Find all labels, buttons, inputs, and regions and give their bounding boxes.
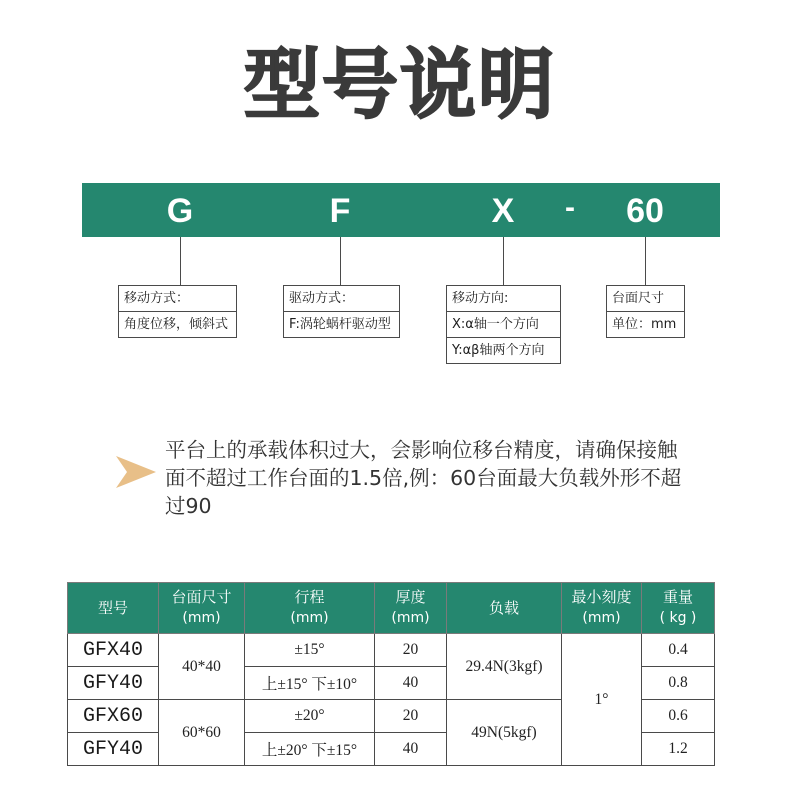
- load-note: [165, 436, 681, 520]
- cell-stroke: ±15°: [245, 634, 375, 667]
- header-min-scale: 最小刻度 (mm): [562, 583, 642, 634]
- cell-min-scale: 1°: [562, 634, 642, 766]
- cell-stroke: 上±20° 下±15°: [245, 733, 375, 766]
- code-segment-drive: F: [329, 192, 351, 230]
- callout-value: X:α轴一个方向: [447, 311, 560, 337]
- note-line: 面不超过工作台面的1.5倍,例：60台面最大负载外形不超: [165, 466, 682, 490]
- note-line: 平台上的承载体积过大，会影响位移台精度，请确保接触: [165, 438, 678, 462]
- cell-table-size: 40*40: [159, 634, 245, 700]
- note-line: 过90: [165, 494, 212, 518]
- cell-weight: 0.4: [642, 634, 715, 667]
- callout-heading: 台面尺寸: [612, 291, 665, 306]
- code-segment-motion: G: [166, 192, 194, 230]
- callout-table-size: [606, 285, 685, 338]
- cell-load: 49N(5kgf): [447, 700, 562, 766]
- callout-heading: 移动方向:: [452, 291, 509, 306]
- cell-table-size: 60*60: [159, 700, 245, 766]
- header-load: 负载: [447, 583, 562, 634]
- header-table-size: 台面尺寸 (mm): [159, 583, 245, 634]
- callout-value: F:涡轮蜗杆驱动型: [284, 311, 399, 337]
- cell-model: GFY40: [68, 667, 159, 700]
- header-weight: 重量 ( kg ): [642, 583, 715, 634]
- callout-motion-direction: [446, 285, 561, 364]
- code-segment-size: 60: [626, 192, 664, 230]
- connector-line-size: [645, 237, 646, 285]
- callout-value: 单位：mm: [607, 311, 684, 337]
- connector-line-motion: [180, 237, 181, 285]
- callout-heading: 移动方式：: [124, 291, 190, 306]
- header-model: 型号: [68, 583, 159, 634]
- cell-thickness: 40: [375, 733, 447, 766]
- spec-table: [67, 582, 715, 766]
- page-title: 型号说明: [244, 40, 556, 129]
- callout-drive-type: [283, 285, 400, 338]
- cell-weight: 0.8: [642, 667, 715, 700]
- cell-model: GFX40: [68, 634, 159, 667]
- cell-stroke: ±20°: [245, 700, 375, 733]
- callout-heading: 驱动方式：: [289, 291, 355, 306]
- connector-line-direction: [503, 237, 504, 285]
- table-header-row: [68, 583, 715, 634]
- code-segment-dash: -: [565, 191, 575, 224]
- header-thickness: 厚度 (mm): [375, 583, 447, 634]
- cell-weight: 0.6: [642, 700, 715, 733]
- callout-motion-type: [118, 285, 237, 338]
- callout-value: Y:αβ轴两个方向: [447, 337, 560, 363]
- header-stroke: 行程 (mm): [245, 583, 375, 634]
- cell-load: 29.4N(3kgf): [447, 634, 562, 700]
- cell-thickness: 40: [375, 667, 447, 700]
- cell-weight: 1.2: [642, 733, 715, 766]
- callout-value: 角度位移，倾斜式: [119, 311, 236, 337]
- cell-stroke: 上±15° 下±10°: [245, 667, 375, 700]
- chevron-right-icon: [114, 454, 158, 490]
- model-code-bar: [82, 183, 720, 237]
- cell-thickness: 20: [375, 634, 447, 667]
- connector-line-drive: [340, 237, 341, 285]
- cell-model: GFY40: [68, 733, 159, 766]
- table-row: [68, 634, 715, 667]
- code-segment-direction: X: [491, 192, 515, 230]
- cell-model: GFX60: [68, 700, 159, 733]
- cell-thickness: 20: [375, 700, 447, 733]
